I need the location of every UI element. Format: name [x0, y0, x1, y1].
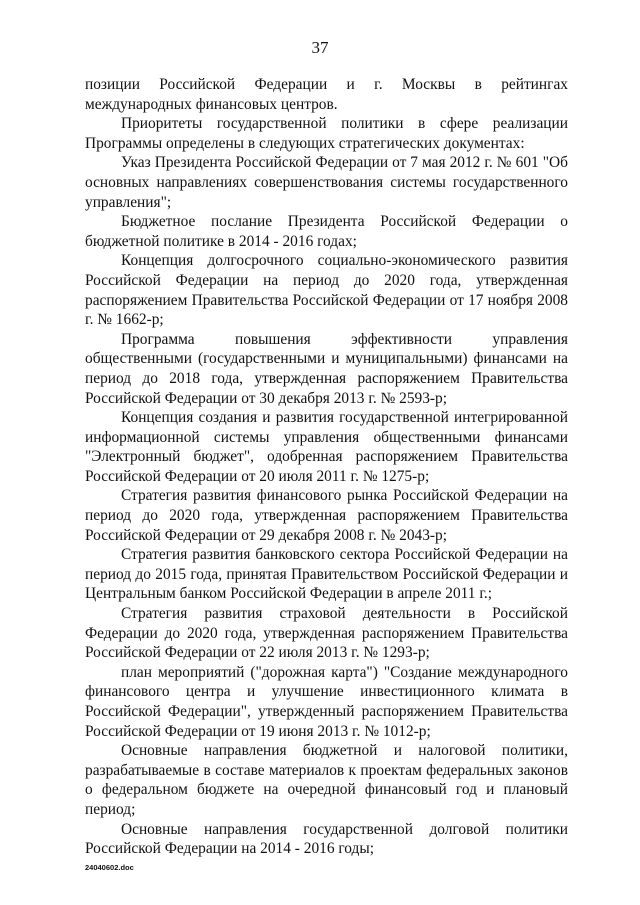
- page-number: 37: [311, 38, 329, 57]
- paragraph-concept-2020: Концепция долгосрочного социально-экономического развития Российской Федерации на период до 2020 года, утвержденная распоряжением Правительства Российской Федерации от 17 ноября 2008 г. № 1662-р;: [85, 252, 568, 329]
- paragraph-insurance-strategy: Стратегия развития страховой деятельности в Российской Федерации до 2020 года, утвержденная распоряжением Правительства Российской Федерации от 22 июля 2013 г. № 1293-р;: [85, 605, 568, 662]
- paragraph-debt-policy: Основные направления государственной долговой политики Российской Федерации на 2014 - 2016 годы;: [85, 820, 568, 858]
- paragraph-priorities-intro: Приоритеты государственной политики в сфере реализации Программы определены в следующих стратегических документах:: [85, 115, 568, 152]
- paragraph-budget-tax-policy: Основные направления бюджетной и налоговой политики, разрабатываемые в составе материалов к проектам федеральных законов о федеральном бюджете на очередной финансовый год и плановый период;: [85, 742, 568, 818]
- paragraph-financial-market-strategy: Стратегия развития финансового рынка Российской Федерации на период до 2020 года, утвержденная распоряжением Правительства Российской Федерации от 29 декабря 2008 г. № 2043-р;: [85, 487, 568, 544]
- paragraph-banking-strategy: Стратегия развития банковского сектора Российской Федерации на период до 2015 года, принятая Правительством Российской Федерации и Центральным банком Российской Федерации в апреле 2011 г.;: [85, 546, 568, 603]
- file-name-footer: 24040602.doc: [85, 863, 134, 872]
- paragraph-budget-message: Бюджетное послание Президента Российской Федерации о бюджетной политике в 2014 - 2016 годах;: [85, 213, 568, 250]
- document-body: [85, 75, 568, 859]
- paragraph-continuation: позиции Российской Федерации и г. Москвы в рейтингах международных финансовых центров.: [85, 76, 568, 113]
- paragraph-program-efficiency: Программа повышения эффективности управления общественными (государственными и муниципальными) финансами на период до 2018 года, утвержденная распоряжением Правительства Российской Федерации от 30 декабря 2013 г. № 2593-р;: [85, 330, 568, 407]
- paragraph-decree-601: Указ Президента Российской Федерации от 7 мая 2012 г. № 601 "Об основных направлениях совершенствования системы государственного управления";: [85, 154, 568, 211]
- paragraph-roadmap: план мероприятий ("дорожная карта") "Создание международного финансового центра и улучшение инвестиционного климата в Российской Федерации", утвержденный распоряжением Правительства Российской Федерации от 19 июня 2013 г. № 1012-р;: [85, 663, 568, 740]
- paragraph-electronic-budget: Концепция создания и развития государственной интегрированной информационной системы управления общественными финансами "Электронный бюджет", одобренная распоряжением Правительства Российской Федерации от 20 июля 2011 г. № 1275-р;: [85, 409, 568, 485]
